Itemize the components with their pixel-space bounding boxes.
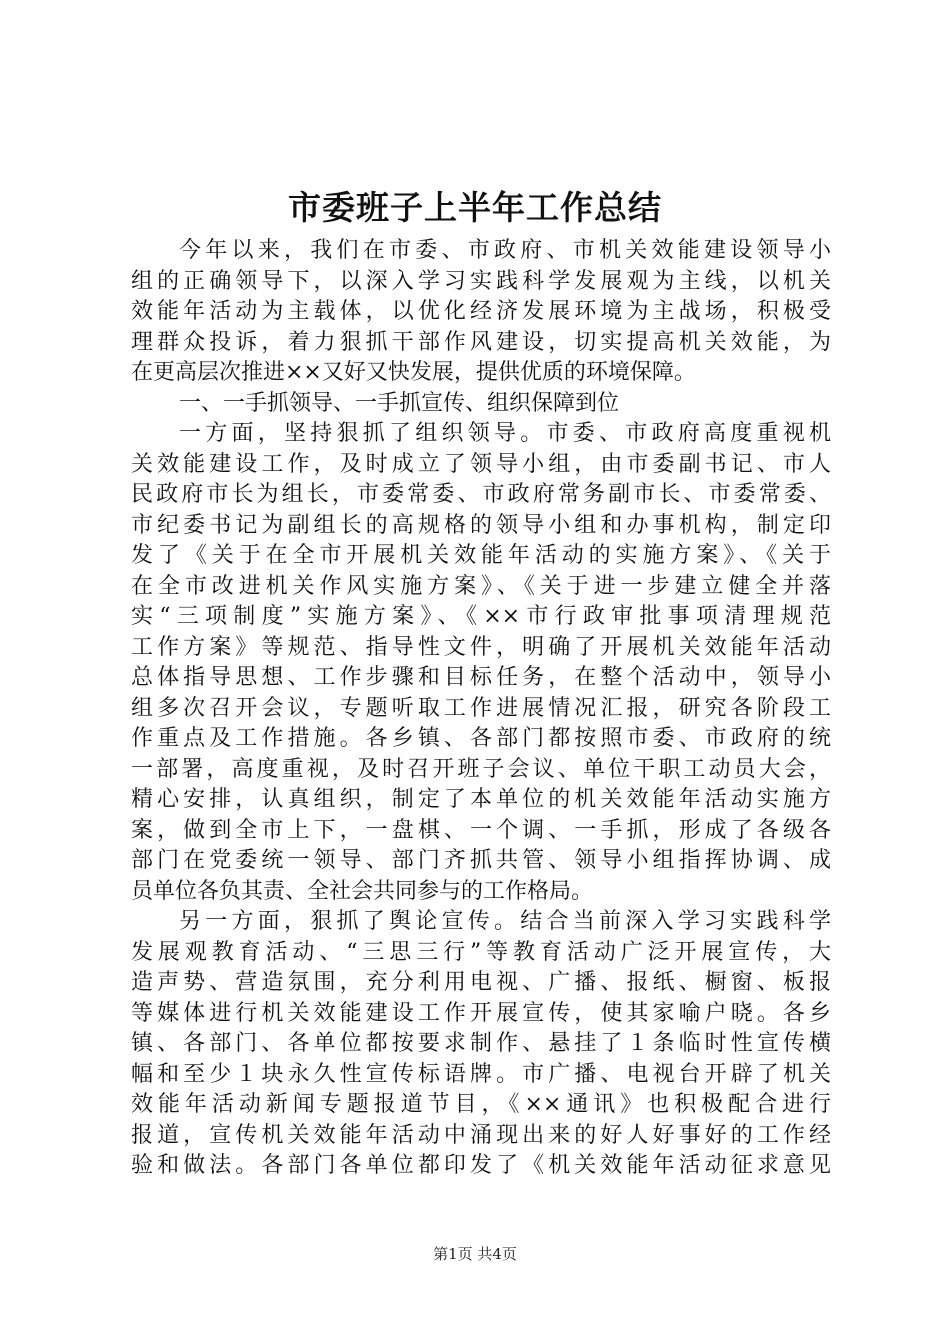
- text-line: 报道，宣传机关效能年活动中涌现出来的好人好事好的工作经: [131, 1122, 831, 1148]
- text-line: 一、一手抓领导、一手抓宣传、组织保障到位: [179, 390, 620, 416]
- text-line: 另一方面，狠抓了舆论宣传。结合当前深入学习实践科学: [179, 909, 831, 934]
- text-line: 效能年活动新闻专题报道节目，《××通讯》也积极配合进行: [131, 1092, 831, 1117]
- text-line: 等媒体进行机关效能建设工作开展宣传，使其家喻户晓。各乡: [131, 1000, 831, 1026]
- text-line: 总体指导思想、工作步骤和目标任务，在整个活动中，领导小: [131, 665, 831, 690]
- text-line: 验和做法。各部门各单位都印发了《机关效能年活动征求意见: [131, 1153, 831, 1178]
- text-line: 在全市改进机关作风实施方案》、《关于进一步建立健全并落: [131, 573, 831, 599]
- text-line: 精心安排，认真组织，制定了本单位的机关效能年活动实施方: [131, 787, 831, 812]
- text-line: 组多次召开会议，专题听取工作进展情况汇报，研究各阶段工: [131, 695, 831, 721]
- document-title: 市委班子上半年工作总结: [288, 188, 662, 227]
- text-line: 发了《关于在全市开展机关效能年活动的实施方案》、《关于: [131, 543, 831, 568]
- text-line: 实“三项制度”实施方案》、《××市行政审批事项清理规范: [131, 604, 831, 629]
- text-line: 组的正确领导下，以深入学习实践科学发展观为主线，以机关: [131, 268, 831, 294]
- text-line: 今年以来，我们在市委、市政府、市机关效能建设领导小: [179, 238, 831, 263]
- text-line: 案，做到全市上下，一盘棋、一个调、一手抓，形成了各级各: [131, 817, 831, 843]
- text-line: 关效能建设工作，及时成立了领导小组，由市委副书记、市人: [131, 451, 831, 477]
- text-line: 在更高层次推进××又好又快发展，提供优质的环境保障。: [131, 360, 696, 385]
- text-line: 效能年活动为主载体，以优化经济发展环境为主战场，积极受: [131, 299, 831, 324]
- text-line: 民政府市长为组长，市委常委、市政府常务副市长、市委常委、: [131, 482, 831, 507]
- text-line: 造声势、营造氛围，充分利用电视、广播、报纸、橱窗、板报: [131, 970, 831, 995]
- text-line: 作重点及工作措施。各乡镇、各部门都按照市委、市政府的统: [131, 726, 831, 751]
- text-line: 镇、各部门、各单位都按要求制作、悬挂了１条临时性宣传横: [131, 1031, 831, 1056]
- text-line: 一方面，坚持狠抓了组织领导。市委、市政府高度重视机: [179, 421, 831, 446]
- text-line: 市纪委书记为副组长的高规格的领导小组和办事机构，制定印: [131, 512, 831, 538]
- text-line: 一部署，高度重视，及时召开班子会议、单位干职工动员大会，: [131, 756, 831, 782]
- text-line: 工作方案》等规范、指导性文件，明确了开展机关效能年活动: [131, 634, 831, 660]
- page-footer: 第1页 共4页: [433, 1245, 517, 1263]
- text-line: 部门在党委统一领导、部门齐抓共管、领导小组指挥协调、成: [131, 848, 831, 873]
- text-line: 发展观教育活动、“三思三行”等教育活动广泛开展宣传，大: [131, 939, 831, 965]
- text-line: 理群众投诉，着力狠抓干部作风建设，切实提高机关效能，为: [131, 329, 831, 355]
- text-line: 员单位各负其责、全社会共同参与的工作格局。: [131, 878, 594, 904]
- document-body: [131, 236, 831, 1182]
- text-line: 幅和至少１块永久性宣传标语牌。市广播、电视台开辟了机关: [131, 1061, 831, 1087]
